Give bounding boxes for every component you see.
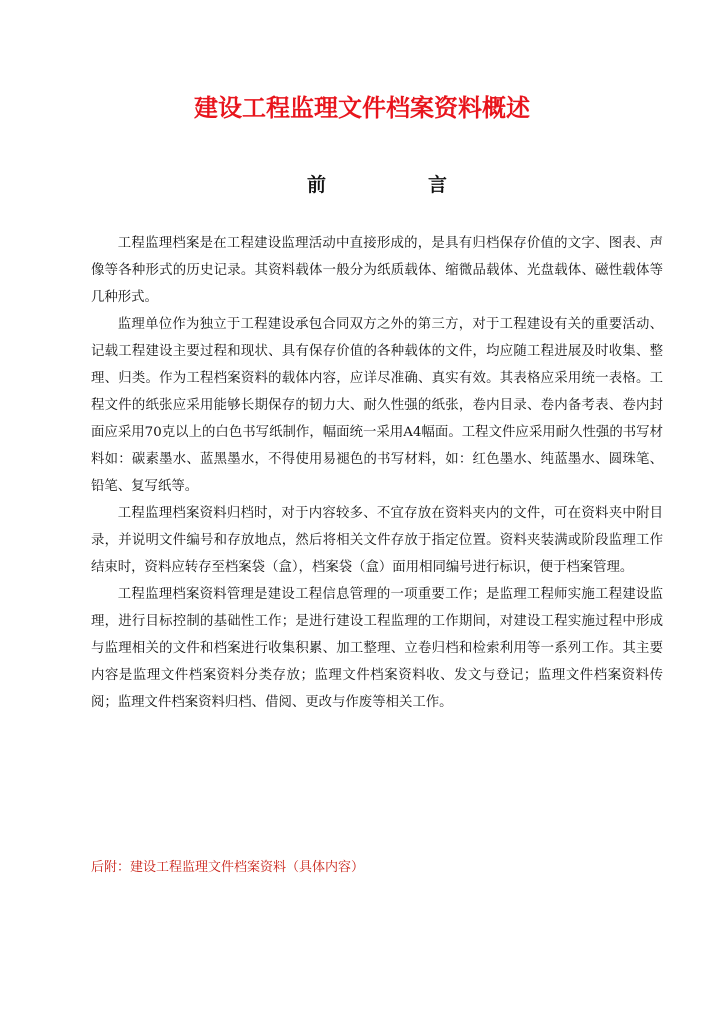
preface-heading bbox=[0, 170, 724, 200]
appendix-note: 后附：建设工程监理文件档案资料（具体内容） bbox=[91, 860, 365, 875]
paragraph-3: 工程监理档案资料归档时，对于内容较多、不宜存放在资料夹内的文件，可在资料夹中附目录，并说明文件编号和存放地点，然后将相关文件存放于指定位置。资料夹装满或阶段监理工作结束时，资料应转存至档案袋（盒），档案袋（盒）面用相同编号进行标识，便于档案管理。 bbox=[91, 506, 663, 575]
paragraph-1: 工程监理档案是在工程建设监理活动中直接形成的，是具有归档保存价值的文字、图表、声像等各种形式的历史记录。其资料载体一般分为纸质载体、缩微品载体、光盘载体、磁性载体等几种形式。 bbox=[91, 236, 663, 305]
preface-body bbox=[91, 230, 663, 716]
preface-heading-char-2: 言 bbox=[428, 174, 448, 196]
document-title: 建设工程监理文件档案资料概述 bbox=[194, 94, 530, 122]
paragraph-2: 监理单位作为独立于工程建设承包合同双方之外的第三方，对于工程建设有关的重要活动、记载工程建设主要过程和现状、具有保存价值的各种载体的文件，均应随工程进展及时收集、整理、归类。作为工程档案资料的载体内容，应详尽准确、真实有效。其表格应采用统一表格。工程文件的纸张应采用能够长期保存的韧力大、耐久性强的纸张，卷内目录、卷内备考表、卷内封面应采用70克以上的白色书写纸制作，幅面统一采用A4幅面。工程文件应采用耐久性强的书写材料如：碳素墨水、蓝黑墨水，不得使用易褪色的书写材料，如：红色墨水、纯蓝墨水、圆珠笔、铅笔、复写纸等。 bbox=[91, 317, 663, 494]
paragraph-4: 工程监理档案资料管理是建设工程信息管理的一项重要工作；是监理工程师实施工程建设监理，进行目标控制的基础性工作；是进行建设工程监理的工作期间，对建设工程实施过程中形成与监理相关的文件和档案进行收集积累、加工整理、立卷归档和检索利用等一系列工作。其主要内容是监理文件档案资料分类存放；监理文件档案资料收、发文与登记；监理文件档案资料传阅；监理文件档案资料归档、借阅、更改与作废等相关工作。 bbox=[91, 587, 663, 710]
preface-heading-char-1: 前 bbox=[307, 174, 327, 196]
